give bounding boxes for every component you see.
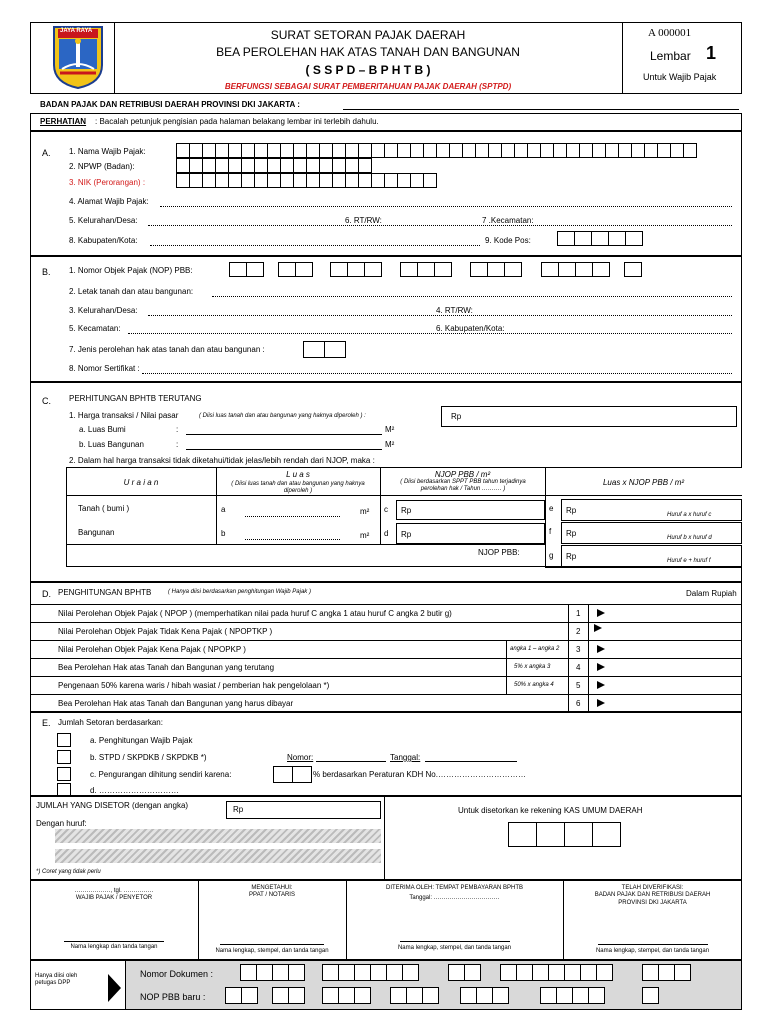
- d-row-5-note: 50% x angka 4: [514, 682, 554, 688]
- footer-divider: [125, 960, 126, 1010]
- nop-boxes-2[interactable]: [278, 262, 312, 277]
- nop-boxes-1[interactable]: [229, 262, 263, 277]
- label-sertifikat: 8. Nomor Sertifikat :: [69, 364, 140, 373]
- nop-baru-boxes-4[interactable]: [390, 987, 438, 1004]
- d-row-6-text: Bea Perolehan Hak atas Tanah dan Bangunan yang harus dibayar: [58, 699, 294, 708]
- d-row-divider: [30, 676, 742, 677]
- d-col-divider: [506, 640, 507, 694]
- document-number: A 000001: [648, 27, 692, 39]
- section-c-letter: C.: [42, 396, 51, 406]
- arrow-right-icon: [597, 645, 605, 653]
- huruf-axc: Huruf a x huruf c: [667, 512, 712, 518]
- th-njop: NJOP PBB / m²: [434, 470, 491, 479]
- cell-f-letter: f: [549, 527, 552, 536]
- rekening-text: Untuk disetorkan ke rekening KAS UMUM DAERAH: [458, 806, 643, 815]
- title-line-3: ( S S P D – B P H T B ): [305, 63, 431, 77]
- nop-baru-boxes-5[interactable]: [460, 987, 508, 1004]
- label-kelurahan-b: 3. Kelurahan/Desa:: [69, 306, 138, 315]
- lembar-number: 1: [706, 43, 717, 63]
- cell-d-letter: d: [384, 529, 389, 538]
- colon-luas-bumi: :: [176, 425, 179, 434]
- nop-baru-boxes-2[interactable]: [272, 987, 304, 1004]
- d-row-6-num: 6: [576, 699, 581, 708]
- section-e-letter: E.: [42, 718, 51, 728]
- d-row-divider: [30, 604, 742, 605]
- title-line-2: BEA PEROLEHAN HAK ATAS TANAH DAN BANGUNAN: [216, 45, 520, 59]
- sig3-title: Tanggal: ……………………………: [409, 895, 500, 901]
- arrow-right-icon: [597, 681, 605, 689]
- jumlah-rp-field[interactable]: [226, 801, 381, 819]
- label-kelurahan-a: 5. Kelurahan/Desa:: [69, 216, 138, 225]
- sig1-title: WAJIB PAJAK / PENYETOR: [75, 895, 153, 901]
- sig1-line[interactable]: [64, 941, 164, 942]
- label-nop: 1. Nomor Objek Pajak (NOP) PBB:: [69, 266, 193, 275]
- label-letak: 2. Letak tanah dan atau bangunan:: [69, 287, 194, 296]
- huruf-epf: Huruf e + huruf f: [667, 558, 711, 564]
- checkbox-b[interactable]: [57, 750, 71, 764]
- cell-b-m2: m²: [360, 531, 370, 540]
- harga-rp-field[interactable]: [441, 406, 737, 427]
- jumlah-divider: [384, 796, 385, 880]
- footer-arrow-icon: [108, 974, 121, 1002]
- row-bangunan: Bangunan: [78, 528, 115, 537]
- cell-e-letter: e: [549, 504, 554, 513]
- label-rtrw-b: 4. RT/RW:: [436, 306, 473, 315]
- label-npwp: 2. NPWP (Badan):: [69, 162, 135, 171]
- label-harga: 1. Harga transaksi / Nilai pasar: [69, 411, 179, 420]
- nomor-dokumen-boxes-4[interactable]: [500, 964, 612, 981]
- attention-text: : Bacalah petunjuk pengisian pada halaman belakang lembar ini terlebih dahulu.: [95, 117, 379, 126]
- th-luas-note: ( Diisi luas tanah dan atau bangunan yang haknya diperoleh ): [231, 481, 365, 494]
- th-luas-njop: Luas x NJOP PBB / m²: [602, 478, 685, 487]
- nomor-dokumen-boxes-3[interactable]: [448, 964, 480, 981]
- lembar-label: Lembar: [650, 49, 691, 63]
- label-jenis: 7. Jenis perolehan hak atas tanah dan atau bangunan :: [69, 345, 265, 354]
- nomor-dokumen-label: Nomor Dokumen :: [140, 969, 214, 979]
- footer-note-2: petugas DPP: [35, 980, 71, 986]
- kabupaten-a-line[interactable]: [150, 245, 480, 246]
- d-row-4-text: Bea Perolehan Hak atas Tanah dan Bangunan yang terutang: [58, 663, 275, 672]
- opt-b: b. STPD / SKPDKB / SKPDKB *): [90, 753, 207, 762]
- attention-label: PERHATIAN: [40, 117, 87, 126]
- jakarta-emblem-icon: [50, 25, 106, 89]
- huruf-field-2[interactable]: [55, 849, 381, 863]
- d-row-3-text: Nilai Perolehan Objek Pajak Kena Pajak ( NPOPKP ): [58, 645, 246, 654]
- section-d-letter: D.: [42, 589, 51, 599]
- cell-a-letter: a: [221, 505, 226, 514]
- rekening-boxes[interactable]: [508, 822, 620, 847]
- tanggal-line[interactable]: [425, 761, 517, 762]
- nik-boxes[interactable]: [176, 173, 436, 188]
- d-row-4-num: 4: [576, 663, 581, 672]
- cell-e-rp: Rp: [566, 506, 577, 515]
- arrow-right-icon: [597, 609, 605, 617]
- cell-g-rp: Rp: [566, 552, 577, 561]
- d-col-divider: [588, 604, 589, 712]
- npwp-boxes[interactable]: [176, 158, 371, 173]
- cell-g-field[interactable]: [561, 545, 742, 567]
- nop-baru-boxes-3[interactable]: [322, 987, 370, 1004]
- title-line-1: SURAT SETORAN PAJAK DAERAH: [270, 28, 466, 42]
- sig2-line[interactable]: [220, 944, 324, 945]
- cell-c-field[interactable]: [396, 500, 545, 520]
- sig2-bottom: Nama lengkap, stempel, dan tanda tangan: [215, 948, 329, 954]
- label-dalam-hal: 2. Dalam hal harga transaksi tidak diketahui/tidak jelas/lebih rendah dari NJOP, maka :: [69, 456, 375, 465]
- cell-e-field[interactable]: [561, 499, 742, 521]
- agency-line: BADAN PAJAK DAN RETRIBUSI DAERAH PROVINSI DKI JAKARTA :: [40, 100, 300, 109]
- label-luas-bangunan: b. Luas Bangunan: [79, 440, 144, 449]
- th-uraian: U r a i a n: [123, 478, 159, 487]
- sig3-bottom: Nama lengkap, stempel, dan tanda tangan: [397, 945, 512, 951]
- checkbox-c[interactable]: [57, 767, 71, 781]
- d-row-4-note: 5% x angka 3: [514, 664, 551, 670]
- m2-luas-bangunan: M²: [385, 440, 395, 449]
- nop-boxes-3[interactable]: [330, 262, 381, 277]
- footnote: *) Coret yang tidak perlu: [36, 869, 101, 875]
- harga-rp-label: Rp: [451, 412, 462, 421]
- label-alamat-wp: 4. Alamat Wajib Pajak:: [69, 197, 149, 206]
- njop-pbb-label: NJOP PBB:: [478, 548, 520, 557]
- jenis-boxes[interactable]: [303, 341, 345, 358]
- cell-g-letter: g: [549, 551, 554, 560]
- nop-boxes-5[interactable]: [470, 262, 521, 277]
- alamat-wp-line[interactable]: [160, 206, 732, 207]
- opt-a: a. Penghitungan Wajib Pajak: [90, 736, 193, 745]
- colon-luas-bangunan: :: [176, 440, 179, 449]
- cell-a-m2: m²: [360, 507, 370, 516]
- nop-boxes-7[interactable]: [624, 262, 641, 277]
- arrow-right-icon: [597, 699, 605, 707]
- letak-line[interactable]: [212, 296, 732, 297]
- huruf-bxd: Huruf b x huruf d: [667, 535, 712, 541]
- table-divider: [66, 544, 545, 545]
- tanggal-label: Tanggal:: [390, 753, 421, 762]
- d-row-divider: [30, 640, 742, 641]
- kelurahan-b-line[interactable]: [148, 315, 732, 316]
- cell-d-rp: Rp: [401, 530, 412, 539]
- nop-baru-boxes-6[interactable]: [540, 987, 604, 1004]
- kecamatan-b-line[interactable]: [128, 333, 732, 334]
- dalam-rupiah: Dalam Rupiah: [686, 589, 737, 598]
- d-row-divider: [30, 694, 742, 695]
- sig4-title: BADAN PAJAK DAN RETRIBUSI DAERAH: [594, 892, 711, 898]
- sig4-top: TELAH DIVERIFIKASI:: [621, 885, 684, 891]
- th-njop-note: ( Diisi berdasarkan SPPT PBB tahun terjadinya perolehan hak / Tahun ………. ): [400, 479, 526, 492]
- sig4-bottom: Nama lengkap, stempel, dan tanda tangan: [595, 948, 710, 954]
- sertifikat-line[interactable]: [142, 373, 732, 374]
- agency-input-line[interactable]: [343, 109, 739, 110]
- cell-c-letter: c: [384, 505, 388, 514]
- arrow-right-icon: [594, 624, 602, 632]
- luas-bangunan-line[interactable]: [186, 449, 382, 450]
- d-row-1-num: 1: [576, 609, 581, 618]
- jumlah-rp: Rp: [233, 805, 244, 814]
- label-kabupaten-b: 6. Kabupaten/Kota:: [436, 324, 505, 333]
- nomor-dokumen-boxes-5[interactable]: [642, 964, 690, 981]
- sig4-title2: PROVINSI DKI JAKARTA: [618, 900, 687, 906]
- sig1-top: ………………, tgl. ……………: [74, 888, 154, 894]
- opt-d: d. …………………………: [90, 786, 179, 795]
- nop-baru-label: NOP PBB baru :: [140, 992, 206, 1002]
- d-row-3-note: angka 1 – angka 2: [510, 646, 560, 652]
- label-kecamatan-b: 5. Kecamatan:: [69, 324, 121, 333]
- d-row-divider: [30, 622, 742, 623]
- cell-f-field[interactable]: [561, 522, 742, 544]
- sig3-top: DITERIMA OLEH: TEMPAT PEMBAYARAN BPHTB: [385, 885, 524, 891]
- label-nik: 3. NIK (Perorangan) :: [69, 178, 146, 187]
- d-row-5-num: 5: [576, 681, 581, 690]
- sig2-top: MENGETAHUI:: [251, 885, 293, 891]
- label-kabupaten-a: 8. Kabupaten/Kota:: [69, 236, 138, 245]
- label-nama-wp: 1. Nama Wajib Pajak:: [69, 147, 146, 156]
- checkbox-d[interactable]: [57, 783, 71, 797]
- d-row-2-num: 2: [576, 627, 581, 636]
- kelurahan-a-line[interactable]: [148, 225, 732, 226]
- section-d-note: ( Hanya diisi berdasarkan penghitungan Wajib Pajak ): [168, 589, 311, 595]
- label-rtrw-a: 6. RT/RW:: [345, 216, 382, 225]
- sig3-line[interactable]: [400, 941, 510, 942]
- luas-bumi-line[interactable]: [186, 434, 382, 435]
- checkbox-a[interactable]: [57, 733, 71, 747]
- lembar-note: Untuk Wajib Pajak: [643, 72, 717, 82]
- cell-d-field[interactable]: [396, 523, 545, 544]
- nomor-dokumen-boxes-1[interactable]: [240, 964, 304, 981]
- cell-b-letter: b: [221, 529, 226, 538]
- huruf-label: Dengan huruf:: [36, 819, 87, 828]
- section-a-letter: A.: [42, 148, 51, 158]
- section-b-letter: B.: [42, 267, 51, 277]
- sig2-title: PPAT / NOTARIS: [249, 892, 295, 898]
- pct-boxes[interactable]: [273, 766, 311, 783]
- d-col-divider: [568, 604, 569, 712]
- nomor-dokumen-boxes-2[interactable]: [322, 964, 418, 981]
- logo-text: JAYA RAYA: [60, 28, 93, 34]
- table-divider: [545, 567, 742, 568]
- label-luas-bumi: a. Luas Bumi: [79, 425, 126, 434]
- nop-baru-boxes-7[interactable]: [642, 987, 658, 1004]
- jumlah-label: JUMLAH YANG DISETOR (dengan angka): [36, 801, 189, 810]
- huruf-field-1[interactable]: [55, 829, 381, 843]
- arrow-right-icon: [597, 663, 605, 671]
- table-divider: [66, 495, 742, 496]
- d-row-1-text: Nilai Perolehan Objek Pajak ( NPOP ) (memperhatikan nilai pada huruf C angka 1 atau huruf C angka 2 butir g): [58, 609, 452, 618]
- nop-boxes-6[interactable]: [541, 262, 609, 277]
- cell-c-rp: Rp: [401, 506, 412, 515]
- sig1-bottom: Nama lengkap dan tanda tangan: [70, 944, 158, 950]
- divider: [622, 22, 623, 94]
- nop-baru-boxes-1[interactable]: [225, 987, 257, 1004]
- m2-luas-bumi: M²: [385, 425, 395, 434]
- section-c-title: PERHITUNGAN BPHTB TERUTANG: [69, 394, 202, 403]
- harga-note: ( Diisi luas tanah dan atau bangunan yang haknya diperoleh ) :: [199, 413, 366, 419]
- cell-f-rp: Rp: [566, 529, 577, 538]
- label-kodepos: 9. Kode Pos:: [485, 236, 531, 245]
- subtitle-sptpd: BERFUNGSI SEBAGAI SURAT PEMBERITAHUAN PAJAK DAERAH (SPTPD): [224, 82, 512, 91]
- nama-wp-boxes[interactable]: [176, 143, 696, 158]
- d-row-3-num: 3: [576, 645, 581, 654]
- nomor-line[interactable]: [316, 761, 386, 762]
- cell-b-line[interactable]: [245, 539, 340, 540]
- cell-a-line[interactable]: [245, 516, 340, 517]
- kodepos-boxes[interactable]: [557, 231, 642, 246]
- nop-boxes-4[interactable]: [400, 262, 451, 277]
- sig4-line[interactable]: [598, 944, 708, 945]
- d-row-2-text: Nilai Perolehan Objek Pajak Tidak Kena Pajak ( NPOPTKP ): [58, 627, 273, 636]
- d-row-5-text: Pengenaan 50% karena waris / hibah wasiat / pemberian hak pengelolaan *): [58, 681, 330, 690]
- d-row-divider: [30, 658, 742, 659]
- nomor-label: Nomor:: [287, 753, 314, 762]
- opt-c: c. Pengurangan dihitung sendiri karena:: [90, 770, 232, 779]
- label-kecamatan-a: 7 .Kecamatan:: [482, 216, 534, 225]
- th-luas: L u a s: [286, 470, 310, 479]
- section-e-title: Jumlah Setoran berdasarkan:: [58, 718, 163, 727]
- footer-note-1: Hanya diisi oleh: [35, 973, 78, 979]
- section-d-title: PENGHITUNGAN BPHTB: [58, 588, 152, 597]
- row-tanah: Tanah ( bumi ): [78, 504, 130, 513]
- pct-text: % berdasarkan Peraturan KDH No.……………………………: [313, 770, 526, 779]
